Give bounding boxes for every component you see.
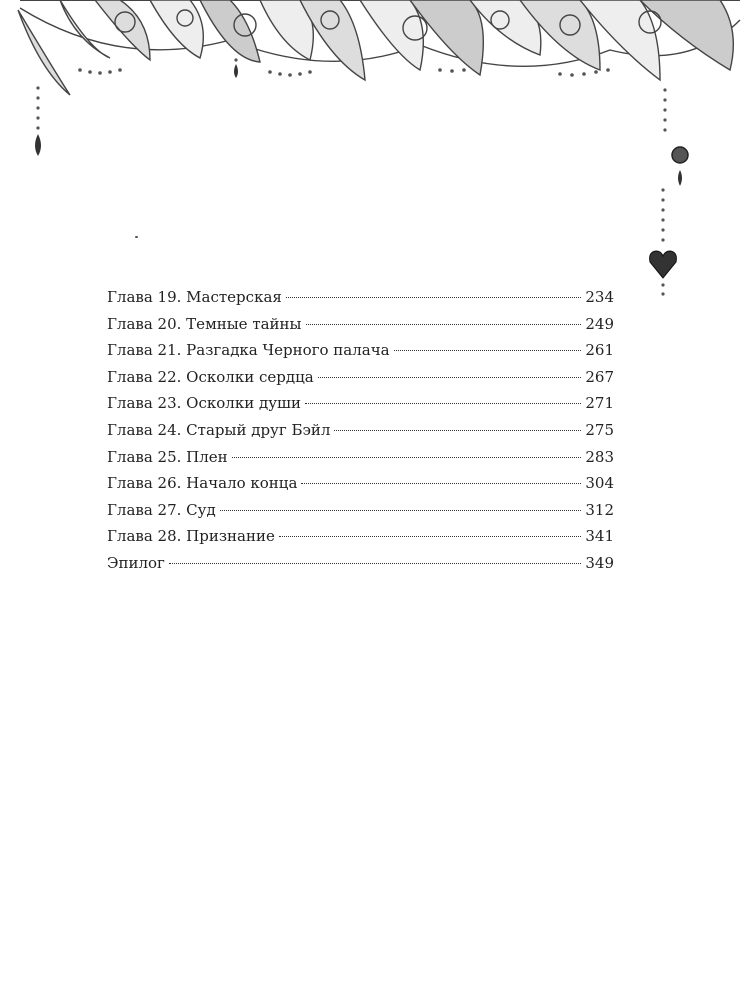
print-speck <box>135 236 138 238</box>
dot-leader <box>318 377 582 378</box>
toc-entry-title: Эпилог <box>107 553 165 572</box>
dot-leader <box>169 563 581 564</box>
toc-entry-page: 275 <box>585 420 614 439</box>
toc-entry-page: 261 <box>585 341 614 360</box>
toc-entry-title: Глава 20. Темные тайны <box>107 314 302 333</box>
toc-entry-title: Глава 28. Признание <box>107 527 275 546</box>
toc-entry-page: 267 <box>585 367 614 386</box>
toc-entry <box>107 337 614 364</box>
toc-entry <box>107 497 614 524</box>
dot-leader <box>279 536 582 537</box>
toc-entry-page: 312 <box>585 500 614 519</box>
dot-leader <box>301 483 581 484</box>
dot-leader <box>334 430 581 431</box>
dot-leader <box>232 457 582 458</box>
toc-entry <box>107 390 614 417</box>
dot-leader <box>394 350 582 351</box>
table-of-contents <box>107 284 614 577</box>
toc-entry-title: Глава 19. Мастерская <box>107 288 282 306</box>
toc-entry <box>107 523 614 550</box>
toc-entry-title: Глава 25. Плен <box>107 447 228 466</box>
dot-leader <box>306 324 582 325</box>
toc-entry <box>107 444 614 471</box>
toc-entry-title: Глава 27. Суд <box>107 500 216 519</box>
dot-leader <box>220 510 582 511</box>
toc-entry-title: Глава 24. Старый друг Бэйл <box>107 420 331 439</box>
toc-entry-page: 349 <box>585 553 614 572</box>
toc-entry-title: Глава 22. Осколки сердца <box>107 367 314 386</box>
toc-entry <box>107 550 614 577</box>
toc-entry <box>107 417 614 444</box>
decorative-mandala-border <box>0 0 750 300</box>
toc-entry-page: 341 <box>585 527 614 546</box>
toc-entry-title: Глава 26. Начало конца <box>107 474 298 493</box>
toc-entry-title: Глава 21. Разгадка Черного палача <box>107 341 390 360</box>
toc-entry-page: 304 <box>585 474 614 493</box>
toc-entry-page: 234 <box>585 288 614 306</box>
toc-entry-page: 271 <box>585 394 614 413</box>
toc-entry <box>107 470 614 497</box>
toc-entry <box>107 364 614 391</box>
dot-leader <box>305 403 581 404</box>
toc-entry-page: 249 <box>585 314 614 333</box>
toc-entry <box>107 284 614 311</box>
dot-leader <box>286 297 582 298</box>
toc-entry <box>107 311 614 338</box>
toc-entry-title: Глава 23. Осколки души <box>107 394 301 413</box>
toc-entry-page: 283 <box>585 447 614 466</box>
